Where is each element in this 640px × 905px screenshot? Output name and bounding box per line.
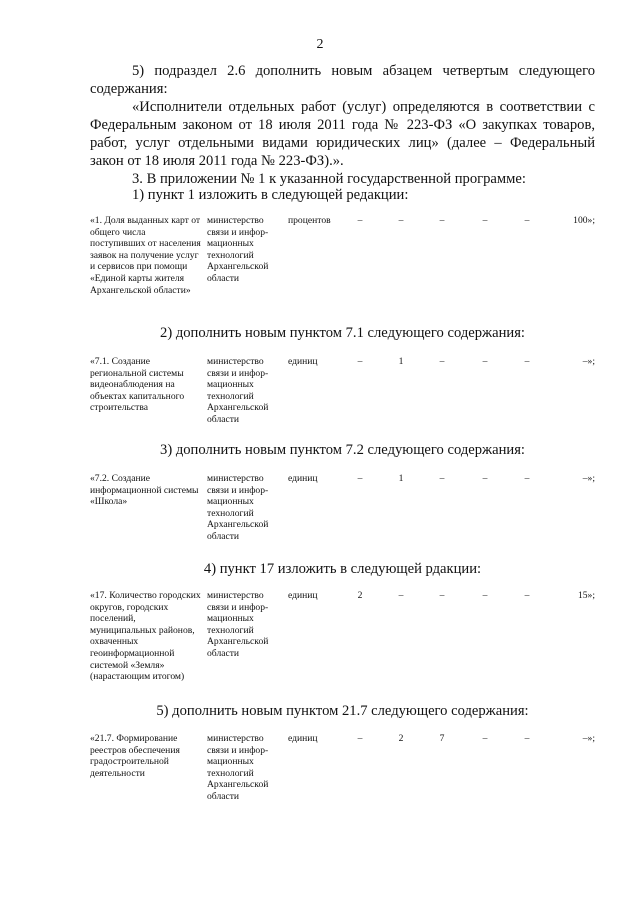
responsible-organization: министерство связи и инфор-мационных технологий Архангельской области xyxy=(207,473,269,542)
heading-item-21-7: 5) дополнить новым пунктом 21.7 следующего содержания: xyxy=(156,703,529,719)
unit-of-measure: процентов xyxy=(288,215,331,226)
paragraph-subsection-2-6: 5) подраздел 2.6 дополнить новым абзацем четвертым следующего содержания: xyxy=(90,63,595,97)
value-4: – xyxy=(482,733,488,744)
value-6: 15»; xyxy=(577,590,595,601)
indicator-name: «7.2. Создание информационной системы «Школа» xyxy=(90,473,199,508)
value-6: –»; xyxy=(582,733,595,744)
unit-of-measure: единиц xyxy=(288,590,318,601)
page-number: 2 xyxy=(316,37,324,52)
unit-of-measure: единиц xyxy=(288,356,318,367)
heading-item-7-2: 3) дополнить новым пунктом 7.2 следующего содержания: xyxy=(160,442,525,458)
value-3: – xyxy=(439,473,445,484)
responsible-organization: министерство связи и инфор-мационных технологий Архангельской области xyxy=(207,733,269,802)
value-5: – xyxy=(524,215,530,226)
value-3: – xyxy=(439,356,445,367)
value-4: – xyxy=(482,356,488,367)
value-3: – xyxy=(439,590,445,601)
heading-item-17: 4) пункт 17 изложить в следующей рдакции: xyxy=(203,561,482,577)
indicator-name: «7.1. Создание региональной системы видеонаблюдения на объектах капитального строительства xyxy=(90,356,185,414)
value-4: – xyxy=(482,215,488,226)
value-5: – xyxy=(524,356,530,367)
value-4: – xyxy=(482,473,488,484)
paragraph-item-1-intro: 1) пункт 1 изложить в следующей редакции: xyxy=(132,187,409,203)
value-1: – xyxy=(357,215,363,226)
responsible-organization: министерство связи и инфор-мационных технологий Архангельской области xyxy=(207,215,269,284)
value-5: – xyxy=(524,473,530,484)
value-1: – xyxy=(357,356,363,367)
unit-of-measure: единиц xyxy=(288,473,318,484)
value-4: – xyxy=(482,590,488,601)
value-6: –»; xyxy=(582,356,595,367)
value-6: 100»; xyxy=(573,215,595,226)
value-1: – xyxy=(357,473,363,484)
unit-of-measure: единиц xyxy=(288,733,318,744)
value-2: – xyxy=(398,590,404,601)
value-2: 1 xyxy=(398,473,404,484)
indicator-name: «21.7. Формирование реестров обеспечения градостроительной деятельности xyxy=(90,733,180,779)
value-5: – xyxy=(524,733,530,744)
value-3: 7 xyxy=(439,733,445,744)
value-6: –»; xyxy=(582,473,595,484)
paragraph-appendix-1: 3. В приложении № 1 к указанной государственной программе: xyxy=(132,171,526,187)
heading-item-7-1: 2) дополнить новым пунктом 7.1 следующего содержания: xyxy=(160,325,525,341)
table-row xyxy=(90,733,595,873)
value-2: – xyxy=(398,215,404,226)
responsible-organization: министерство связи и инфор-мационных технологий Архангельской области xyxy=(207,356,269,425)
responsible-organization: министерство связи и инфор-мационных технологий Архангельской области xyxy=(207,590,269,659)
value-1: – xyxy=(357,733,363,744)
value-2: 1 xyxy=(398,356,404,367)
paragraph-quote-federal-law: «Исполнители отдельных работ (услуг) определяются в соответствии с Федеральным законом от 18 июля 2011 года № 223-ФЗ «О закупках товаров, работ, услуг отдельными видами юридических лиц» (далее – Федеральный закон от 18 июля 2011 года № 223-ФЗ).». xyxy=(90,99,595,169)
indicator-name: «17. Количество городских округов, городских поселений, муниципальных районов, охваченных геоинформационной системой «Земля» (нарастающим итогом) xyxy=(90,590,201,683)
value-3: – xyxy=(439,215,445,226)
value-1: 2 xyxy=(357,590,363,601)
value-2: 2 xyxy=(398,733,404,744)
indicator-name: «1. Доля выданных карт от общего числа поступивших от населения заявок на получение услуг и сервисов при помощи «Единой карты жителя Архангельской области» xyxy=(90,215,201,296)
value-5: – xyxy=(524,590,530,601)
